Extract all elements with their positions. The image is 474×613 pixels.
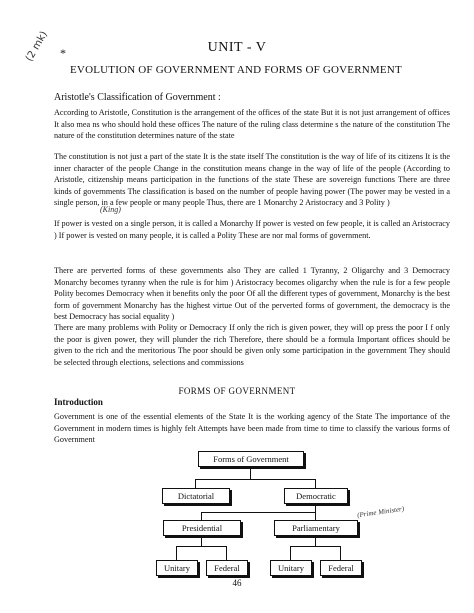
paragraph-1: According to Aristotle, Constitution is the arrangement of the offices of the state But it is not just arrangement of offices It also mea ns who should hold these offices The nature of the ruling class determine s the nature of the constitution The nature of the constitution determines nature of the state bbox=[54, 108, 450, 140]
unit-title: UNIT - V bbox=[207, 40, 267, 55]
diagram-unitary-box: Unitary bbox=[156, 560, 198, 576]
connector bbox=[315, 536, 316, 546]
diagram-federal-box: Federal bbox=[320, 560, 362, 576]
handwritten-note-prime-minister: (Prime Minister) bbox=[356, 504, 405, 520]
connector bbox=[315, 504, 316, 512]
star-mark: * bbox=[60, 46, 66, 60]
diagram-dictatorial-box: Dictatorial bbox=[162, 488, 230, 504]
diagram-root-box: Forms of Government bbox=[198, 451, 304, 467]
connector bbox=[340, 546, 341, 560]
diagram-democratic-box: Democratic bbox=[284, 488, 348, 504]
connector bbox=[201, 536, 202, 546]
diagram-unitary-box: Unitary bbox=[270, 560, 312, 576]
section-subheading: Aristotle's Classification of Government : bbox=[54, 92, 221, 103]
paragraph-5: There are many problems with Polity or Democracy If only the rich is given power, they will op press the poor I f only the poor is given power, they will plunder the rich Therefore, there should be a formula Important offices should be given to the rich and the meritorious The poor should be given only some participation in the government They should be selected through elections, selections and commissions bbox=[54, 323, 450, 367]
diagram-parliamentary-box: Parliamentary bbox=[274, 520, 358, 536]
connector bbox=[176, 546, 177, 560]
connector bbox=[250, 467, 251, 479]
margin-note: (2 mk) bbox=[24, 29, 50, 64]
paragraph-4: There are perverted forms of these governments also They are called 1 Tyranny, 2 Oligarchy and 3 Democracy Monarchy becomes tyranny when the rule is for him ) Aristocracy becomes oligarchy when the rule is for a few people Polity becomes Democracy when it benefits only the poor Of all the different types of government, Monarchy is the best form of government Monarchy has the highest virtue Out of the perverted forms of government, the democracy is the best Democracy has social equality ) bbox=[54, 266, 450, 321]
chapter-heading: EVOLUTION OF GOVERNMENT AND FORMS OF GOVERNMENT bbox=[70, 64, 402, 76]
forms-section-title: FORMS OF GOVERNMENT bbox=[178, 386, 296, 396]
connector bbox=[176, 546, 226, 547]
connector bbox=[201, 512, 315, 513]
paragraph-6: Government is one of the essential elements of the State It is the working agency of the State The importance of the Government in modern times is highly felt Attempts have been made from time to time to classify the various forms of Government bbox=[54, 412, 450, 444]
diagram-presidential-box: Presidential bbox=[163, 520, 241, 536]
introduction-heading: Introduction bbox=[54, 397, 103, 407]
connector bbox=[290, 546, 291, 560]
paragraph-2: The constitution is not just a part of the state It is the state itself The constitution is the way of life of its citizens It is the inner character of the people Change in the constitution means change in the way of life of the people (According to Aristotle, citizenship means participation in the functions of the state These are sovereign functions There are three kinds of governments The classification is based on the number of people having power (The power may be vested in a single person, in a few people or many people Thus, there are 1 Monarchy 2 Aristocracy and 3 Polity ) bbox=[54, 152, 450, 207]
connector bbox=[290, 546, 340, 547]
connector bbox=[226, 546, 227, 560]
page-number: 46 bbox=[232, 578, 242, 588]
handwritten-note-king: (King) bbox=[100, 205, 121, 214]
paragraph-3: If power is vested on a single person, it is called a Monarchy If power is vested on few people, it is called an Aristocracy ) If power is vested on many people, it is called a Polity These are nor mal forms of government. bbox=[54, 219, 450, 240]
diagram-federal-box: Federal bbox=[206, 560, 248, 576]
connector bbox=[195, 479, 315, 480]
